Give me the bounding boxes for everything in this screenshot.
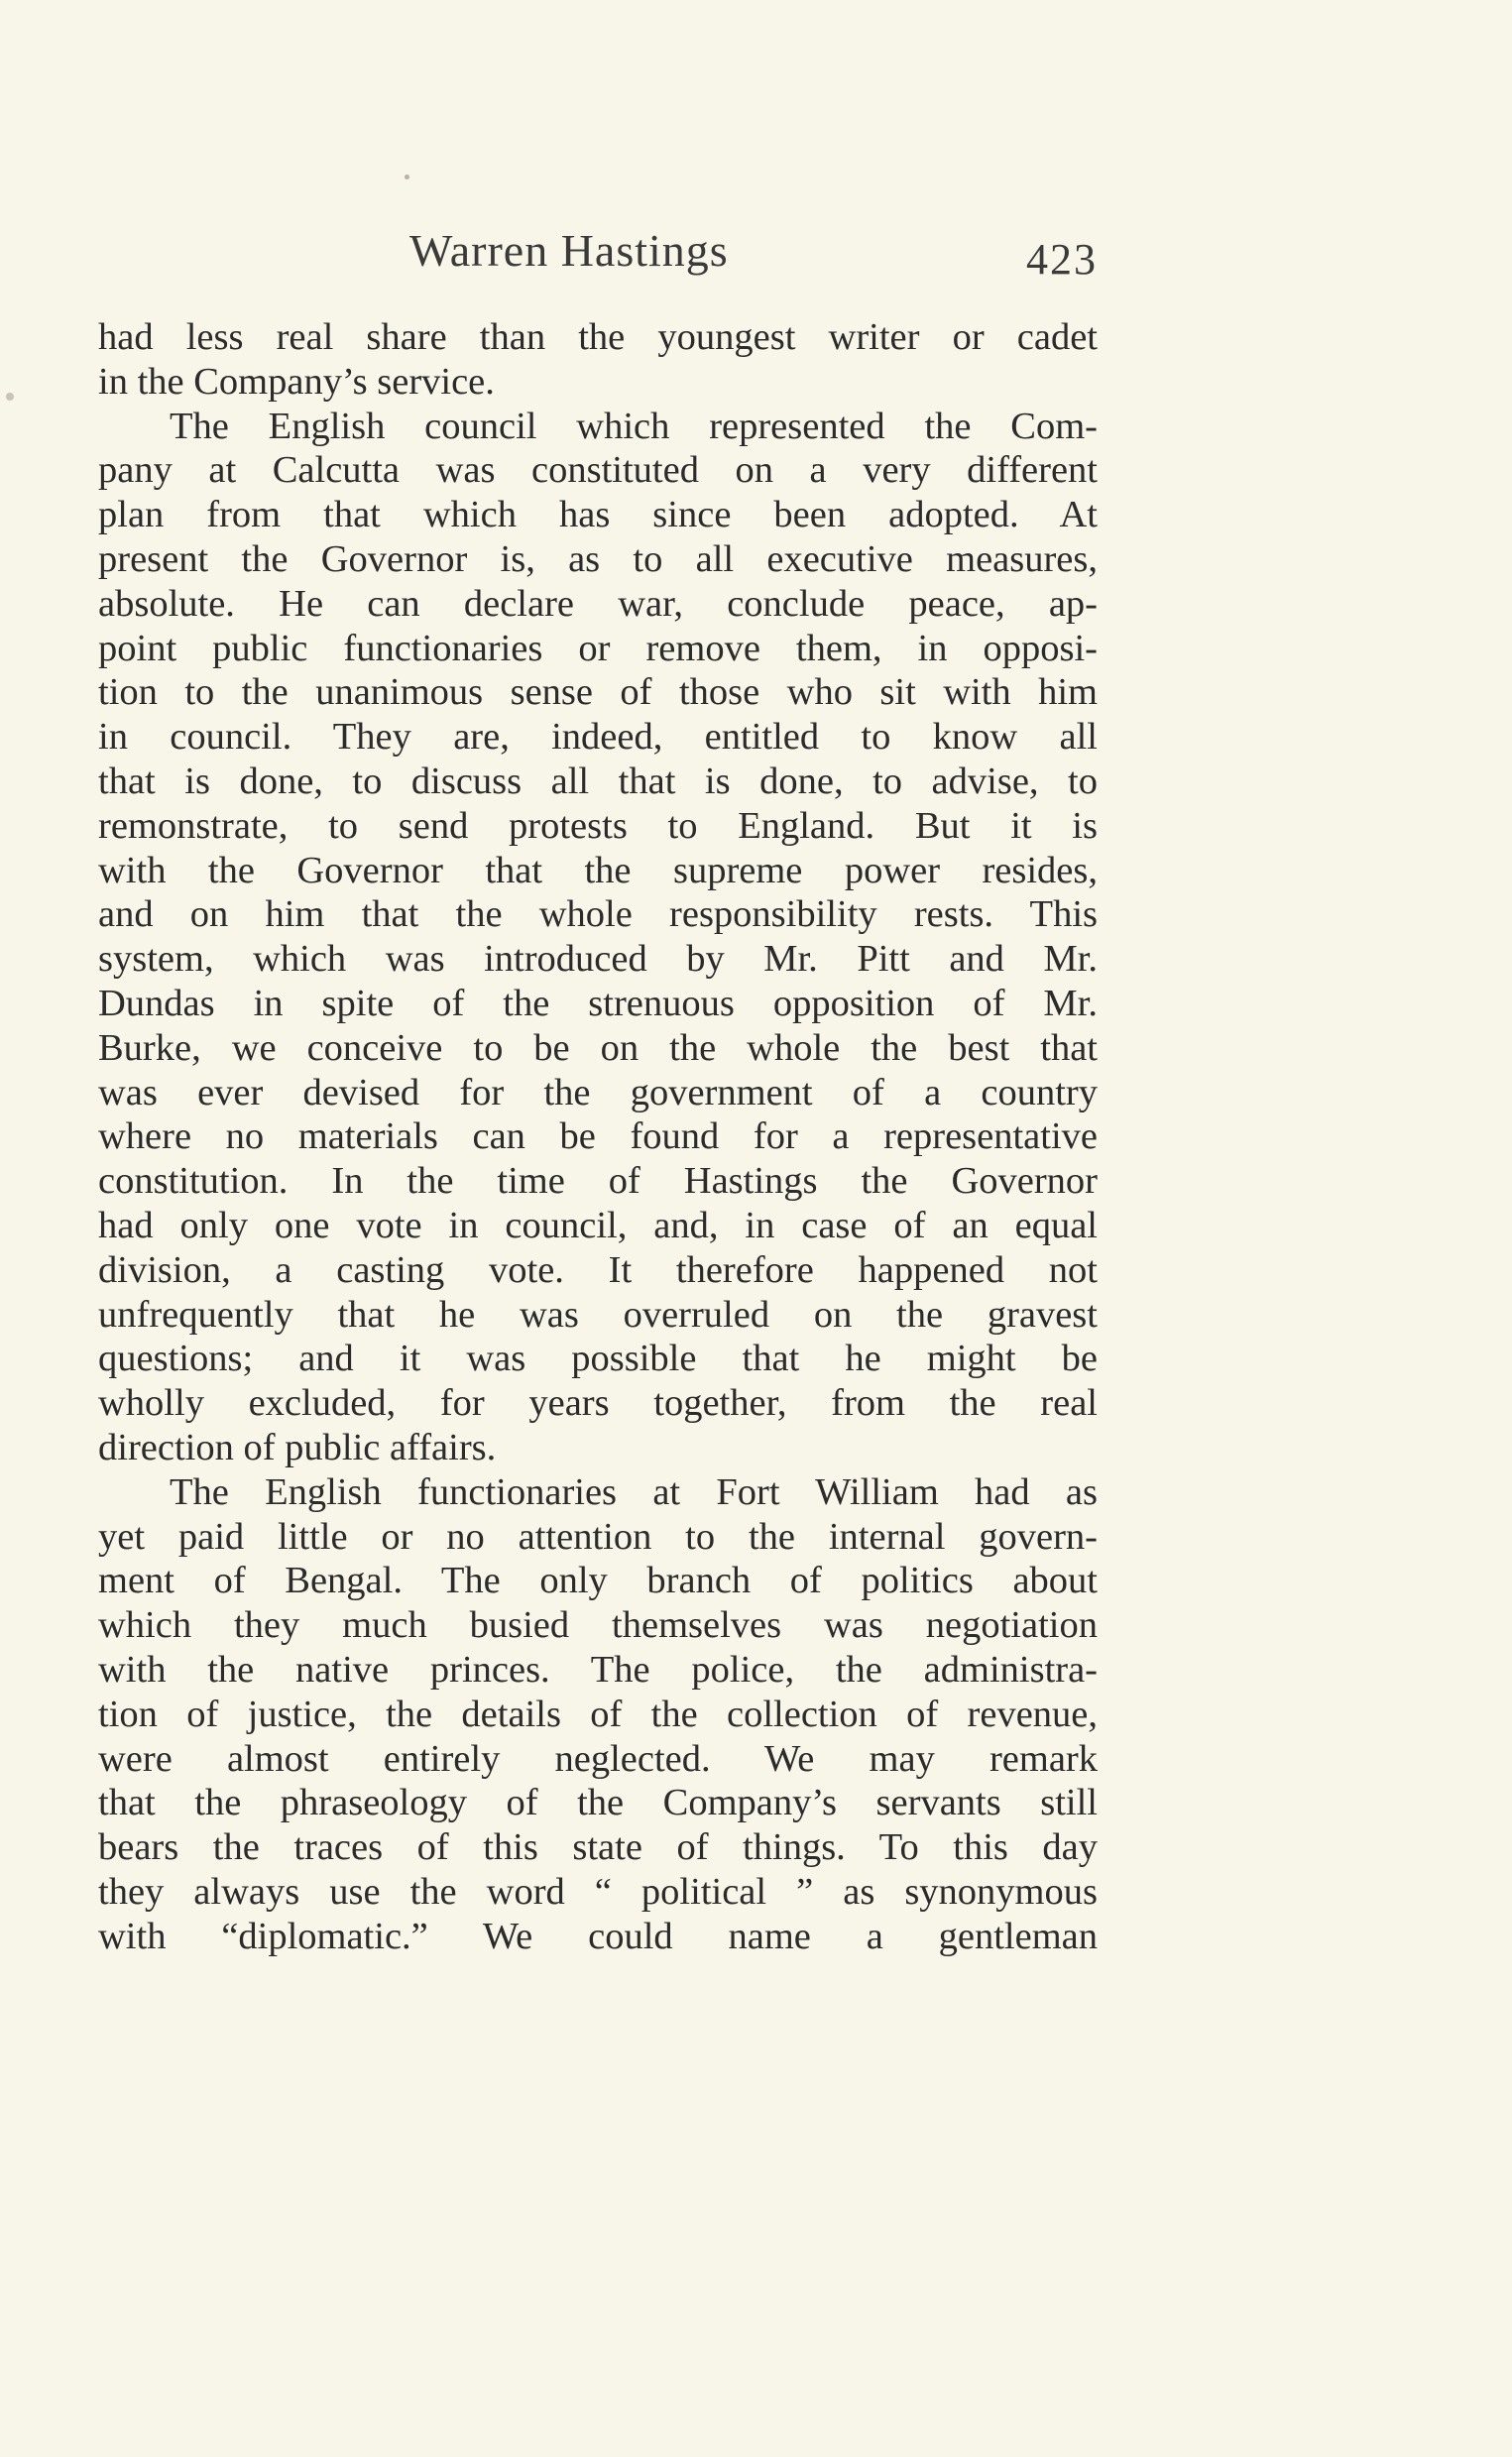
text-line: tion of justice, the details of the collection of revenue, bbox=[98, 1693, 1098, 1735]
running-title: Warren Hastings bbox=[409, 225, 729, 276]
page-header bbox=[96, 224, 1098, 293]
text-line: with the Governor that the supreme power resides, bbox=[98, 849, 1098, 891]
text-line: plan from that which has since been adopted. At bbox=[98, 494, 1098, 536]
text-line: was ever devised for the government of a country bbox=[98, 1071, 1098, 1113]
text-line: where no materials can be found for a representative bbox=[98, 1115, 1098, 1158]
text-line: and on him that the whole responsibility rests. This bbox=[98, 893, 1098, 936]
text-line: remonstrate, to send protests to England. But it is bbox=[98, 804, 1098, 847]
body-text bbox=[98, 315, 1098, 1958]
text-line: division, a casting vote. It therefore happened not bbox=[98, 1248, 1098, 1291]
text-line: system, which was introduced by Mr. Pitt and Mr. bbox=[98, 938, 1098, 981]
text-line: Dundas in spite of the strenuous opposition of Mr. bbox=[98, 982, 1098, 1024]
text-line: had less real share than the youngest writer or cadet bbox=[98, 316, 1098, 358]
text-line: tion to the unanimous sense of those who sit with him bbox=[98, 671, 1098, 714]
text-line: point public functionaries or remove them, in opposi- bbox=[98, 627, 1098, 669]
text-line: bears the traces of this state of things. To this day bbox=[98, 1826, 1098, 1869]
paragraph-first-line: The English functionaries at Fort William had as bbox=[170, 1470, 1098, 1513]
text-line: yet paid little or no attention to the internal govern- bbox=[98, 1515, 1098, 1558]
text-line: present the Governor is, as to all executive measures, bbox=[98, 537, 1098, 580]
text-line: had only one vote in council, and, in case of an equal bbox=[98, 1204, 1098, 1246]
text-line: pany at Calcutta was constituted on a very different bbox=[98, 449, 1098, 492]
text-line: that the phraseology of the Company’s servants still bbox=[98, 1782, 1098, 1824]
text-line: wholly excluded, for years together, from the real bbox=[98, 1382, 1098, 1425]
ink-speck bbox=[6, 393, 14, 401]
ink-speck bbox=[405, 175, 409, 179]
text-line: constitution. In the time of Hastings the Governor bbox=[98, 1160, 1098, 1203]
text-line: with the native princes. The police, the administra- bbox=[98, 1648, 1098, 1691]
text-line: that is done, to discuss all that is done, to advise, to bbox=[98, 760, 1098, 802]
text-line: direction of public affairs. bbox=[98, 1426, 497, 1468]
text-line: Burke, we conceive to be on the whole the best that bbox=[98, 1026, 1098, 1069]
text-line: questions; and it was possible that he might be bbox=[98, 1338, 1098, 1380]
text-line: absolute. He can declare war, conclude peace, ap- bbox=[98, 582, 1098, 625]
text-line: ment of Bengal. The only branch of politics about bbox=[98, 1560, 1098, 1602]
text-line: with “diplomatic.” We could name a gentleman bbox=[98, 1915, 1098, 1957]
text-line: unfrequently that he was overruled on the gravest bbox=[98, 1293, 1098, 1336]
text-line: in the Company’s service. bbox=[98, 360, 495, 403]
text-line: which they much busied themselves was negotiation bbox=[98, 1604, 1098, 1647]
text-line: they always use the word “ political ” as synonymous bbox=[98, 1870, 1098, 1913]
page-number: 423 bbox=[1026, 235, 1098, 284]
text-line: in council. They are, indeed, entitled to know all bbox=[98, 716, 1098, 759]
text-line: were almost entirely neglected. We may remark bbox=[98, 1737, 1098, 1780]
paragraph-first-line: The English council which represented the Com- bbox=[170, 405, 1098, 447]
